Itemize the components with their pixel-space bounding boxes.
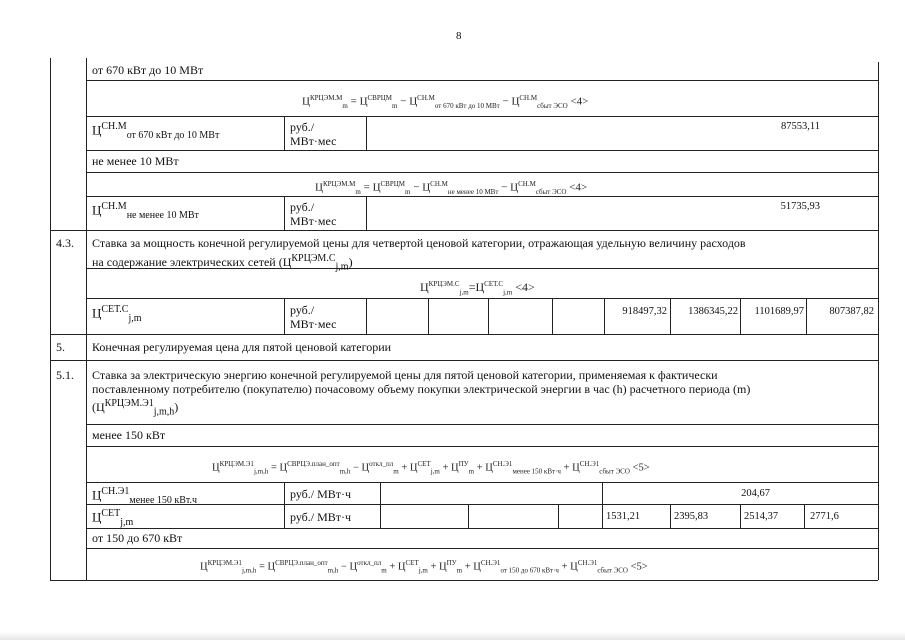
page-number: 8	[456, 30, 462, 42]
formula-sub: m	[393, 467, 399, 476]
formula-sup: СВРЦЭ.план_опт	[275, 559, 328, 567]
formula-sub: m,h	[339, 467, 351, 476]
formula-sup: СН.Э1	[492, 460, 513, 468]
formula-sup: СЕТ.С	[484, 280, 504, 288]
formula-sub: j,m	[120, 516, 134, 528]
voltage-level-value: 2771,6	[810, 511, 839, 522]
formula-sup: ПУ	[458, 460, 469, 468]
voltage-level-value: 2514,37	[744, 511, 779, 522]
formula-sub: от 150 до 670 кВт·ч	[500, 566, 559, 575]
formula-sub: не менее 10 МВт	[126, 209, 199, 221]
cell-divider	[602, 482, 603, 528]
row-line	[86, 150, 878, 151]
formula-symbol: Ц	[422, 181, 431, 194]
formula-sub: j,m	[418, 566, 428, 575]
voltage-level-value: 1386345,22	[688, 306, 738, 317]
formula-sub: сбыт ЭСО	[537, 101, 568, 110]
unit-label: МВт·мес	[290, 317, 337, 331]
formula-krcem-e1-less-150: $Ц^{КРЦЭМ.Э1}_{j,m,h} = Ц^{СВРЦЭ.план\_опт}_{m,h} - Ц^{откл\_пл}_m + Ц^{СЕТ}_{j,m} + Ц^{ПУ}_m + Ц^{СН.Э1}_{менее 150 кВт\cdot ч} + Ц^{СН.Э1}_{сбыт ЭСО} <5>$	[212, 460, 650, 476]
row-line	[86, 504, 878, 505]
cell-divider	[670, 298, 671, 334]
text-line	[92, 397, 872, 419]
tariff-symbol-cell	[92, 200, 199, 223]
formula-sup: СН.М	[101, 201, 127, 212]
formula-symbol: Ц	[267, 561, 276, 573]
row-line	[86, 528, 878, 529]
text-span: (Ц	[92, 400, 105, 414]
formula-sub: m	[342, 101, 348, 110]
formula-symbol: Ц	[302, 95, 310, 108]
formula-sub: j,m	[459, 288, 469, 297]
formula-symbol: Ц	[409, 95, 418, 108]
tariff-symbol-cell	[92, 120, 219, 143]
unit-label: МВт·мес	[290, 214, 337, 228]
section-number: 4.3.	[56, 236, 74, 250]
unit-label: руб./	[290, 200, 315, 214]
table-right-border	[878, 62, 879, 580]
formula-sup: СН.М	[519, 94, 538, 102]
formula-sup: КРЦЭМ.С	[291, 253, 336, 264]
formula-sub: j,m	[503, 288, 513, 297]
formula-symbol: Ц	[212, 462, 220, 474]
cell-divider	[804, 504, 805, 528]
formula-sup: СН.М	[518, 180, 536, 188]
tariff-value: 87553,11	[781, 121, 820, 132]
formula-sup: СН.Э1	[101, 486, 130, 497]
section-5-1-text	[92, 368, 872, 419]
row-label-670kw-10mw: от 670 кВт до 10 МВт	[92, 63, 204, 77]
formula-sub: сбыт ЭСО	[535, 187, 567, 196]
formula-symbol: Ц	[200, 561, 208, 573]
formula-sup: КРЦЭМ.Э1	[104, 398, 154, 409]
row-line	[86, 482, 878, 483]
formula-sub: j,m,h	[153, 406, 175, 418]
cell-divider	[366, 298, 367, 334]
cell-divider	[604, 298, 605, 334]
row-line	[86, 424, 878, 425]
formula-symbol: Ц	[397, 561, 406, 573]
formula-symbol: Ц	[349, 561, 358, 573]
formula-sup: СЕТ	[101, 508, 121, 519]
voltage-level-value: 918497,32	[622, 306, 667, 317]
formula-reference: <5>	[630, 561, 648, 573]
formula-symbol: Ц	[473, 561, 481, 573]
formula-sub: m,h	[327, 566, 339, 575]
formula-sup: СЕТ.С	[101, 304, 129, 315]
formula-sup: КРЦЭМ.Э1	[207, 559, 242, 567]
formula-sub: m	[392, 101, 398, 110]
unit-label: МВт·мес	[290, 134, 337, 148]
formula-reference: <5>	[632, 462, 650, 474]
cell-divider	[380, 482, 381, 528]
formula-symbol: Ц	[92, 509, 102, 525]
formula-sub: m	[355, 187, 361, 196]
formula-symbol: Ц	[420, 280, 429, 294]
row-line	[50, 230, 878, 231]
formula-sup: СН.М	[101, 121, 127, 132]
formula-sup: СВРЦМ	[380, 180, 406, 188]
tariff-symbol-cell	[92, 507, 133, 530]
formula-sub: сбыт ЭСО	[597, 566, 628, 575]
formula-symbol: Ц	[92, 487, 102, 503]
cell-divider	[428, 298, 429, 334]
table-left-border	[50, 58, 51, 580]
formula-sup: КРЦЭМ.С	[428, 280, 460, 288]
cell-divider	[806, 298, 807, 334]
formula-symbol: Ц	[92, 202, 102, 218]
formula-symbol: Ц	[361, 462, 370, 474]
formula-sup: СВРЦЭ.план_опт	[287, 460, 340, 468]
formula-sup: СН.Э1	[577, 559, 598, 567]
unit-label: руб./	[290, 303, 315, 317]
tariff-value: 51735,93	[780, 201, 820, 212]
formula-sub: от 670 кВт до 10 МВт	[434, 101, 500, 110]
formula-sup: СЕТ	[405, 559, 419, 567]
section-5-title: Конечная регулируемая цена для пятой ценовой категории	[92, 340, 392, 354]
formula-symbol: Ц	[485, 462, 493, 474]
text-line	[92, 252, 872, 274]
formula-sup: СН.Э1	[480, 559, 501, 567]
unit-label: руб./ МВт·ч	[290, 510, 352, 524]
formula-sup: КРЦЭМ.М	[322, 180, 356, 188]
cell-divider	[740, 504, 741, 528]
formula-sub: m	[381, 566, 387, 575]
unit-label: руб./	[290, 120, 315, 134]
formula-sub: j,m	[128, 312, 142, 324]
row-line	[86, 172, 878, 173]
formula-sub: m	[468, 467, 475, 476]
cell-divider	[284, 298, 285, 334]
voltage-level-value: 2395,83	[674, 511, 709, 522]
formula-symbol: Ц	[511, 95, 520, 108]
tariff-symbol-cell	[92, 485, 197, 508]
row-line	[86, 116, 878, 117]
row-label-less-150kw: менее 150 кВт	[92, 428, 166, 442]
formula-symbol: Ц	[475, 280, 485, 294]
formula-symbol: Ц	[279, 462, 288, 474]
formula-symbol: Ц	[409, 462, 418, 474]
row-line	[50, 360, 878, 361]
row-line	[50, 334, 878, 335]
formula-sup: СН.М	[417, 94, 435, 102]
formula-reference: <4>	[515, 280, 535, 294]
cell-divider	[366, 196, 367, 230]
text-span: )	[348, 255, 353, 269]
formula-sub: m	[405, 187, 411, 196]
text-line: Ставка за мощность конечной регулируемой цены для четвертой ценовой категории, отражающая удельную величину расходов	[92, 236, 746, 250]
text-line: поставленному потребителю (покупателю) почасовому объему покупки электрической энергии в час (h) расчетного периода (m)	[92, 382, 751, 396]
formula-symbol: Ц	[315, 181, 323, 194]
formula-sub: не менее 10 МВт	[447, 187, 499, 196]
formula-krcem-m-670: $Ц^{КРЦЭМ.М}_m = Ц^{СВРЦМ}_m - Ц^{СН.М}_{от 670 кВт до 10 МВт} - Ц^{СН.М}_{сбыт ЭСО} <4>$	[302, 94, 589, 110]
text-line: Ставка за электрическую энергию конечной регулируемой цены для пятой ценовой категории, применяемая к фактически	[92, 368, 718, 382]
formula-krcem-m-10mw: $Ц^{КРЦЭМ.М}_m = Ц^{СВРЦМ}_m - Ц^{СН.М}_{не менее 10 МВт} - Ц^{СН.М}_{сбыт ЭСО} <4>$	[315, 180, 588, 196]
cell-divider	[366, 116, 367, 150]
formula-symbol: Ц	[359, 95, 368, 108]
formula-sup: КРЦЭМ.М	[309, 94, 343, 102]
formula-sup: СН.Э1	[579, 460, 600, 468]
tariff-symbol-cell	[92, 303, 142, 326]
row-line	[50, 580, 878, 581]
section-number: 5.	[56, 340, 65, 354]
row-label-not-less-10mw: не менее 10 МВт	[92, 154, 179, 168]
formula-sup: СЕТ	[417, 460, 431, 468]
voltage-level-value: 1101689,97	[754, 306, 804, 317]
cell-divider	[284, 482, 285, 528]
row-line	[86, 446, 878, 447]
cell-divider	[552, 298, 553, 334]
formula-sup: КРЦЭМ.Э1	[219, 460, 254, 468]
cell-divider	[284, 196, 285, 230]
cell-divider	[284, 116, 285, 150]
unit-label: руб./ МВт·ч	[290, 487, 352, 501]
cell-divider	[558, 504, 559, 528]
cell-divider	[740, 298, 741, 334]
formula-sup: откл_пл	[369, 460, 394, 468]
row-line	[86, 80, 878, 81]
formula-sup: откл_пл	[357, 559, 382, 567]
tariff-value: 204,67	[741, 488, 770, 499]
formula-sup: СВРЦМ	[367, 94, 393, 102]
formula-sub: сбыт ЭСО	[599, 467, 630, 476]
cell-divider	[670, 504, 671, 528]
formula-symbol: Ц	[92, 122, 102, 138]
formula-sub: менее 150 кВт.ч	[129, 494, 198, 506]
formula-reference: <4>	[570, 95, 589, 108]
cell-divider	[488, 298, 489, 334]
formula-symbol: Ц	[92, 305, 102, 321]
formula-sub: менее 150 кВт·ч	[512, 467, 561, 476]
scan-edge-shadow	[0, 632, 905, 640]
formula-reference: <4>	[569, 181, 588, 194]
formula-symbol: Ц	[510, 181, 519, 194]
formula-sub: j,m	[335, 261, 349, 273]
text-span: на содержание электрических сетей (Ц	[92, 255, 292, 269]
formula-sup: СН.М	[430, 180, 448, 188]
formula-sub: j,m,h	[253, 467, 269, 476]
formula-sup: ПУ	[446, 559, 457, 567]
text-span: )	[174, 400, 179, 414]
formula-symbol: Ц	[570, 561, 578, 573]
formula-symbol: Ц	[451, 462, 459, 474]
formula-sub: m	[456, 566, 463, 575]
formula-sub: от 670 кВт до 10 МВт	[126, 129, 220, 141]
formula-sub: j,m,h	[241, 566, 257, 575]
section-4-3-text	[92, 236, 872, 274]
row-label-150-670kw: от 150 до 670 кВт	[92, 531, 183, 545]
formula-krcem-c: $Ц^{КРЦЭМ.С}_{j,m}=Ц^{СЕТ.С}_{j,m} <4>$	[420, 280, 535, 297]
formula-krcem-e1-150-670: $Ц^{КРЦЭМ.Э1}_{j,m,h} = Ц^{СВРЦЭ.план\_опт}_{m,h} - Ц^{откл\_пл}_m + Ц^{СЕТ}_{j,m} + Ц^{ПУ}_m + Ц^{СН.Э1}_{от 150 до 670 кВт\cdot ч} + Ц^{СН.Э1}_{сбыт ЭСО} <5>$	[200, 559, 648, 575]
voltage-level-value: 1531,21	[606, 511, 641, 522]
formula-symbol: Ц	[572, 462, 580, 474]
section-number: 5.1.	[56, 368, 74, 382]
voltage-level-value: 807387,82	[829, 306, 874, 317]
formula-sub: j,m	[430, 467, 440, 476]
formula-symbol: Ц	[372, 181, 381, 194]
row-line	[86, 548, 878, 549]
cell-divider	[468, 504, 469, 528]
formula-symbol: Ц	[439, 561, 447, 573]
number-column-divider	[86, 58, 87, 580]
